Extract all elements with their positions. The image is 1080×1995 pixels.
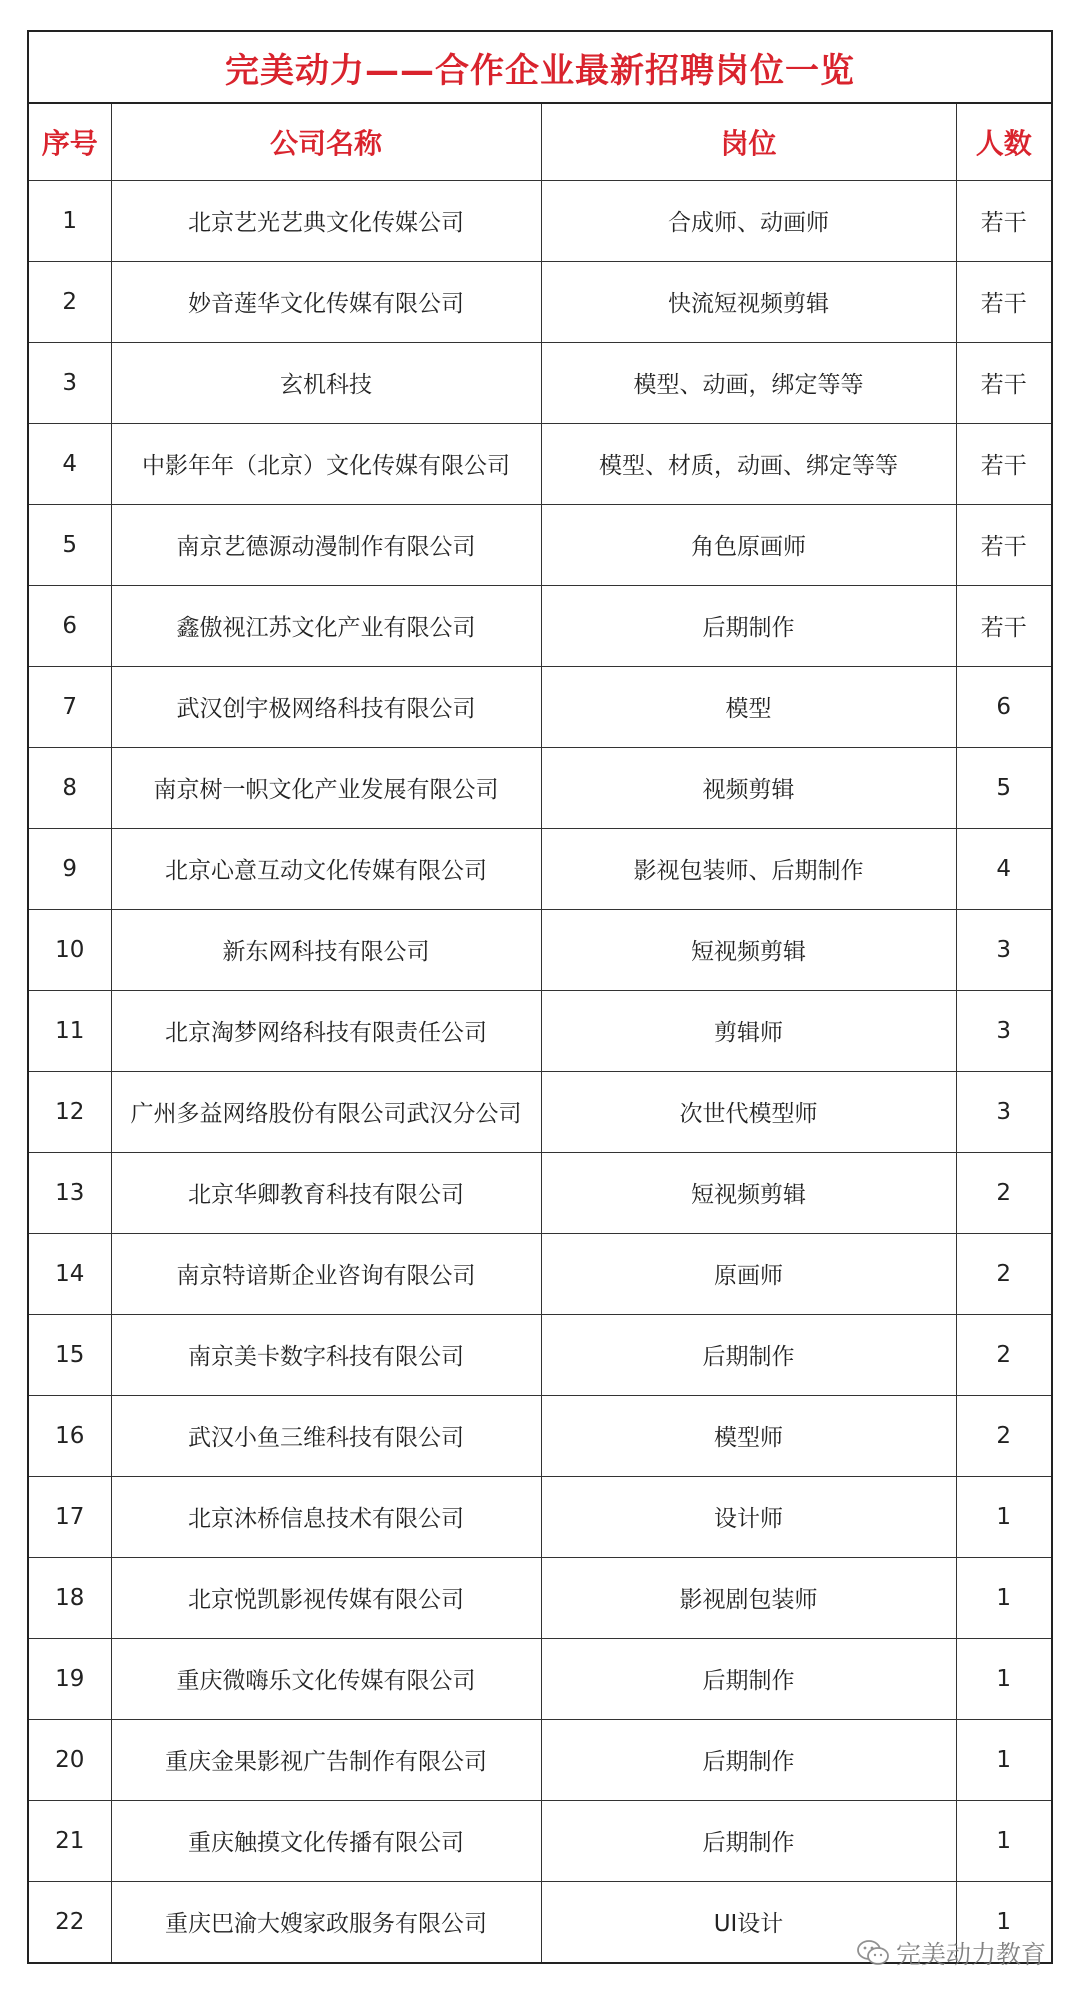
cell-company: 中影年年（北京）文化传媒有限公司: [111, 423, 541, 504]
column-header-company: 公司名称: [111, 104, 541, 180]
table-row: [29, 990, 1051, 1071]
cell-index: 2: [29, 261, 111, 342]
cell-company: 北京华卿教育科技有限公司: [111, 1152, 541, 1233]
cell-index: 16: [29, 1395, 111, 1476]
cell-headcount: 1: [956, 1719, 1051, 1800]
cell-headcount: 若干: [956, 261, 1051, 342]
cell-index: 18: [29, 1557, 111, 1638]
table-row: [29, 1476, 1051, 1557]
cell-company: 玄机科技: [111, 342, 541, 423]
cell-position: 影视包装师、后期制作: [541, 828, 956, 909]
cell-index: 4: [29, 423, 111, 504]
table-row: [29, 261, 1051, 342]
cell-position: 后期制作: [541, 1638, 956, 1719]
cell-position: 剪辑师: [541, 990, 956, 1071]
cell-company: 重庆触摸文化传播有限公司: [111, 1800, 541, 1881]
cell-position: 次世代模型师: [541, 1071, 956, 1152]
table-body: [29, 180, 1051, 1962]
cell-headcount: 1: [956, 1476, 1051, 1557]
table-row: [29, 342, 1051, 423]
cell-position: 后期制作: [541, 1800, 956, 1881]
table-row: [29, 666, 1051, 747]
cell-position: 原画师: [541, 1233, 956, 1314]
cell-company: 北京心意互动文化传媒有限公司: [111, 828, 541, 909]
cell-headcount: 1: [956, 1557, 1051, 1638]
cell-headcount: 2: [956, 1152, 1051, 1233]
cell-company: 南京艺德源动漫制作有限公司: [111, 504, 541, 585]
cell-index: 17: [29, 1476, 111, 1557]
table-row: [29, 1314, 1051, 1395]
cell-headcount: 2: [956, 1395, 1051, 1476]
cell-index: 8: [29, 747, 111, 828]
table-row: [29, 828, 1051, 909]
cell-index: 7: [29, 666, 111, 747]
cell-headcount: 1: [956, 1638, 1051, 1719]
cell-position: 模型、动画，绑定等等: [541, 342, 956, 423]
cell-company: 北京悦凯影视传媒有限公司: [111, 1557, 541, 1638]
cell-position: 短视频剪辑: [541, 909, 956, 990]
cell-headcount: 5: [956, 747, 1051, 828]
cell-company: 北京艺光艺典文化传媒公司: [111, 180, 541, 261]
cell-index: 14: [29, 1233, 111, 1314]
table-row: [29, 1071, 1051, 1152]
page-title: 完美动力——合作企业最新招聘岗位一览: [29, 32, 1051, 104]
cell-headcount: 3: [956, 909, 1051, 990]
table-row: [29, 1800, 1051, 1881]
column-header-position: 岗位: [541, 104, 956, 180]
cell-headcount: 若干: [956, 342, 1051, 423]
cell-company: 新东网科技有限公司: [111, 909, 541, 990]
cell-company: 南京特谙斯企业咨询有限公司: [111, 1233, 541, 1314]
cell-position: 模型、材质，动画、绑定等等: [541, 423, 956, 504]
cell-company: 南京美卡数字科技有限公司: [111, 1314, 541, 1395]
table-row: [29, 504, 1051, 585]
cell-index: 6: [29, 585, 111, 666]
cell-position: 短视频剪辑: [541, 1152, 956, 1233]
cell-position: 视频剪辑: [541, 747, 956, 828]
cell-company: 武汉创宇极网络科技有限公司: [111, 666, 541, 747]
cell-position: 模型: [541, 666, 956, 747]
watermark: [856, 1935, 1046, 1971]
cell-headcount: 2: [956, 1233, 1051, 1314]
cell-headcount: 6: [956, 666, 1051, 747]
table-row: [29, 747, 1051, 828]
recruitment-table: [29, 104, 1051, 1962]
column-header-headcount: 人数: [956, 104, 1051, 180]
table-row: [29, 1152, 1051, 1233]
cell-index: 1: [29, 180, 111, 261]
cell-headcount: 1: [956, 1881, 1051, 1962]
cell-position: 角色原画师: [541, 504, 956, 585]
cell-company: 重庆巴渝大嫂家政服务有限公司: [111, 1881, 541, 1962]
wechat-icon: [856, 1939, 890, 1967]
cell-company: 武汉小鱼三维科技有限公司: [111, 1395, 541, 1476]
cell-index: 21: [29, 1800, 111, 1881]
cell-company: 广州多益网络股份有限公司武汉分公司: [111, 1071, 541, 1152]
cell-index: 5: [29, 504, 111, 585]
cell-headcount: 2: [956, 1314, 1051, 1395]
watermark-text: 完美动力教育: [895, 1940, 1046, 1969]
table-row: [29, 1638, 1051, 1719]
table-header-row: [29, 104, 1051, 180]
cell-index: 15: [29, 1314, 111, 1395]
cell-company: 南京树一帜文化产业发展有限公司: [111, 747, 541, 828]
cell-index: 22: [29, 1881, 111, 1962]
cell-headcount: 若干: [956, 504, 1051, 585]
cell-headcount: 3: [956, 1071, 1051, 1152]
cell-headcount: 4: [956, 828, 1051, 909]
cell-headcount: 3: [956, 990, 1051, 1071]
cell-position: 快流短视频剪辑: [541, 261, 956, 342]
cell-company: 重庆微嗨乐文化传媒有限公司: [111, 1638, 541, 1719]
cell-headcount: 若干: [956, 423, 1051, 504]
cell-company: 北京沐桥信息技术有限公司: [111, 1476, 541, 1557]
cell-position: 设计师: [541, 1476, 956, 1557]
cell-index: 9: [29, 828, 111, 909]
column-header-index: 序号: [29, 104, 111, 180]
table-row: [29, 585, 1051, 666]
recruitment-table-sheet: [27, 30, 1053, 1964]
cell-index: 11: [29, 990, 111, 1071]
cell-index: 3: [29, 342, 111, 423]
cell-position: 模型师: [541, 1395, 956, 1476]
cell-position: 影视剧包装师: [541, 1557, 956, 1638]
table-row: [29, 1557, 1051, 1638]
cell-index: 13: [29, 1152, 111, 1233]
cell-company: 重庆金果影视广告制作有限公司: [111, 1719, 541, 1800]
cell-index: 12: [29, 1071, 111, 1152]
table-row: [29, 423, 1051, 504]
table-row: [29, 180, 1051, 261]
cell-position: 后期制作: [541, 1719, 956, 1800]
cell-headcount: 1: [956, 1800, 1051, 1881]
cell-headcount: 若干: [956, 180, 1051, 261]
cell-position: 后期制作: [541, 585, 956, 666]
cell-index: 10: [29, 909, 111, 990]
table-row: [29, 1395, 1051, 1476]
table-row: [29, 1233, 1051, 1314]
cell-position: 后期制作: [541, 1314, 956, 1395]
cell-index: 19: [29, 1638, 111, 1719]
cell-position: 合成师、动画师: [541, 180, 956, 261]
cell-company: 北京淘梦网络科技有限责任公司: [111, 990, 541, 1071]
table-row: [29, 909, 1051, 990]
table-row: [29, 1719, 1051, 1800]
cell-position: UI设计: [541, 1881, 956, 1962]
cell-company: 鑫傲视江苏文化产业有限公司: [111, 585, 541, 666]
cell-index: 20: [29, 1719, 111, 1800]
cell-company: 妙音莲华文化传媒有限公司: [111, 261, 541, 342]
cell-headcount: 若干: [956, 585, 1051, 666]
